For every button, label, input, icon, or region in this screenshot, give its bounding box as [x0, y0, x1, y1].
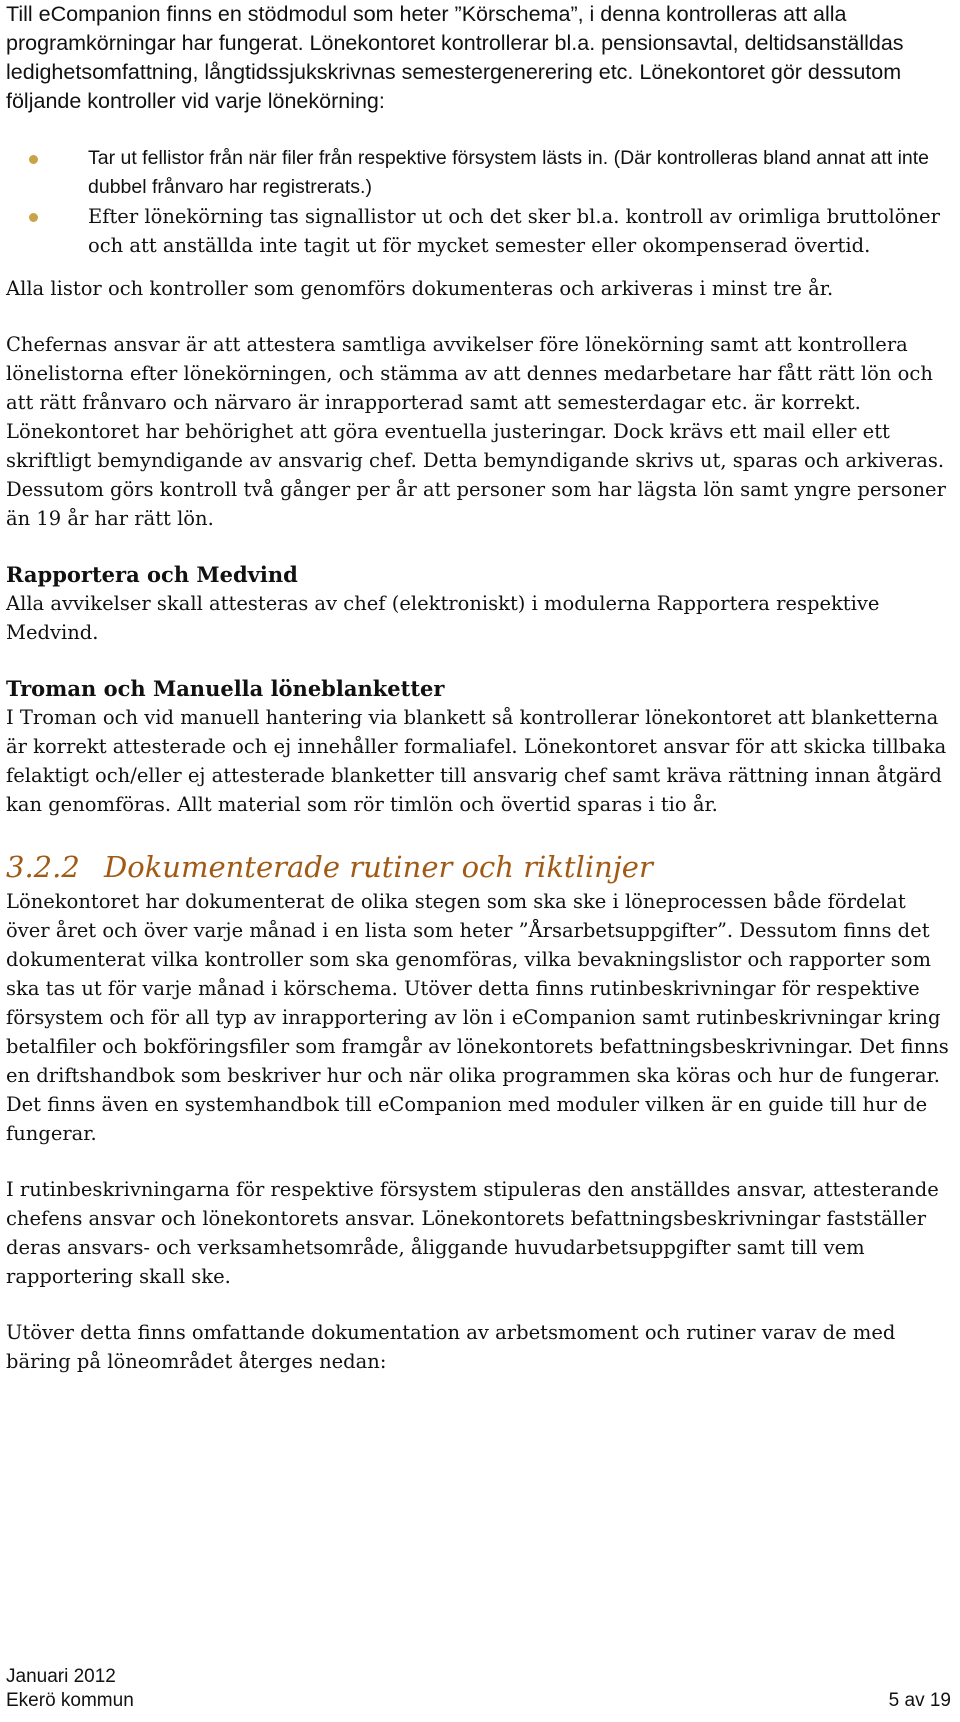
- control-bullet-list: [6, 144, 951, 260]
- list-item-text: Tar ut fellistor från när filer från respektive försystem lästs in. (Där kontrolleras bland annat att inte dubbel frånvaro har registrerats.): [88, 147, 930, 198]
- section-paragraph-3: Utöver detta finns omfattande dokumentation av arbetsmoment och rutiner varav de med bäring på löneområdet återges nedan:: [6, 1321, 896, 1373]
- section-paragraph-2: I rutinbeskrivningarna för respektive försystem stipuleras den anställdes ansvar, attesterande chefens ansvar och lönekontorets ansvar. Lönekontorets befattningsbeskrivningar fastställer deras ansvars- och verksamhetsområde, åliggande huvudarbetsuppgifter samt till vem rapportering skall ske.: [6, 1178, 939, 1288]
- section-heading: [6, 847, 951, 887]
- section-title: Dokumenterade rutiner och riktlinjer: [104, 850, 653, 884]
- troman-heading: Troman och Manuella löneblanketter: [6, 676, 445, 701]
- document-page: [6, 0, 951, 1376]
- section-number: 3.2.2: [6, 850, 80, 884]
- footer-organization: Ekerö kommun: [6, 1690, 134, 1711]
- chiefs-responsibility-paragraph: Chefernas ansvar är att attestera samtliga avvikelser före lönekörning samt att kontrollera lönelistorna efter lönekörningen, och stämma av att dennes medarbetare har fått rätt lön och att rätt frånvaro och närvaro är inrapporterad samt att semesterdagar etc. är korrekt. Lönekontoret har behörighet att göra eventuella justeringar. Dock krävs ett mail eller ett skriftligt bemyndigande av ansvarig chef. Detta bemyndigande skrivs ut, sparas och arkiveras. Dessutom görs kontroll två gånger per år att personer som har lägsta lön samt yngre personer än 19 år har rätt lön.: [6, 333, 946, 530]
- rapportera-heading: Rapportera och Medvind: [6, 562, 298, 587]
- bullet-icon: [29, 155, 38, 164]
- bullet-icon: [29, 213, 38, 222]
- section-paragraph-1: Lönekontoret har dokumenterat de olika stegen som ska ske i löneprocessen både fördelat över året och över varje månad i en lista som heter ”Årsarbetsuppgifter”. Dessutom finns det dokumenterat vilka kontroller som ska genomföras, vilka bevakningslistor och rapporter som ska tas ut för varje månad i körschema. Utöver detta finns rutinbeskrivningar för respektive försystem och för all typ av inrapportering av lön i eCompanion samt rutinbeskrivningar kring betalfiler och bokföringsfiler som framgår av lönekontorets befattningsbeskrivningar. Det finns en driftshandbok som beskriver hur och när olika programmen ska köras och hur de fungerar. Det finns även en systemhandbok till eCompanion med moduler vilken är en guide till hur de fungerar.: [6, 890, 949, 1145]
- list-item: [6, 202, 951, 260]
- list-item: [6, 144, 951, 202]
- rapportera-paragraph: Alla avvikelser skall attesteras av chef (elektroniskt) i modulerna Rapportera respektive Medvind.: [6, 592, 880, 644]
- list-item-text: Efter lönekörning tas signallistor ut och det sker bl.a. kontroll av orimliga bruttolöner och att anställda inte tagit ut för mycket semester eller okompenserad övertid.: [88, 205, 940, 257]
- page-footer: [6, 1665, 951, 1713]
- footer-date: Januari 2012: [6, 1666, 116, 1687]
- archive-paragraph: Alla listor och kontroller som genomförs dokumenteras och arkiveras i minst tre år.: [6, 277, 834, 300]
- intro-paragraph: Till eCompanion finns en stödmodul som heter ”Körschema”, i denna kontrolleras att alla programkörningar har fungerat. Lönekontoret kontrollerar bl.a. pensionsavtal, deltidsanställdas ledighetsomfattning, långtidssjukskrivnas semestergenerering etc. Lönekontoret gör dessutom följande kontroller vid varje lönekörning:: [6, 2, 904, 113]
- footer-page-number: 5 av 19: [888, 1690, 951, 1711]
- troman-paragraph: I Troman och vid manuell hantering via blankett så kontrollerar lönekontoret att blanketterna är korrekt attesterade och ej innehåller formaliafel. Lönekontoret ansvar för att skicka tillbaka felaktigt och/eller ej attesterade blanketter till ansvarig chef samt kräva rättning innan åtgärd kan genomföras. Allt material som rör timlön och övertid sparas i tio år.: [6, 706, 947, 816]
